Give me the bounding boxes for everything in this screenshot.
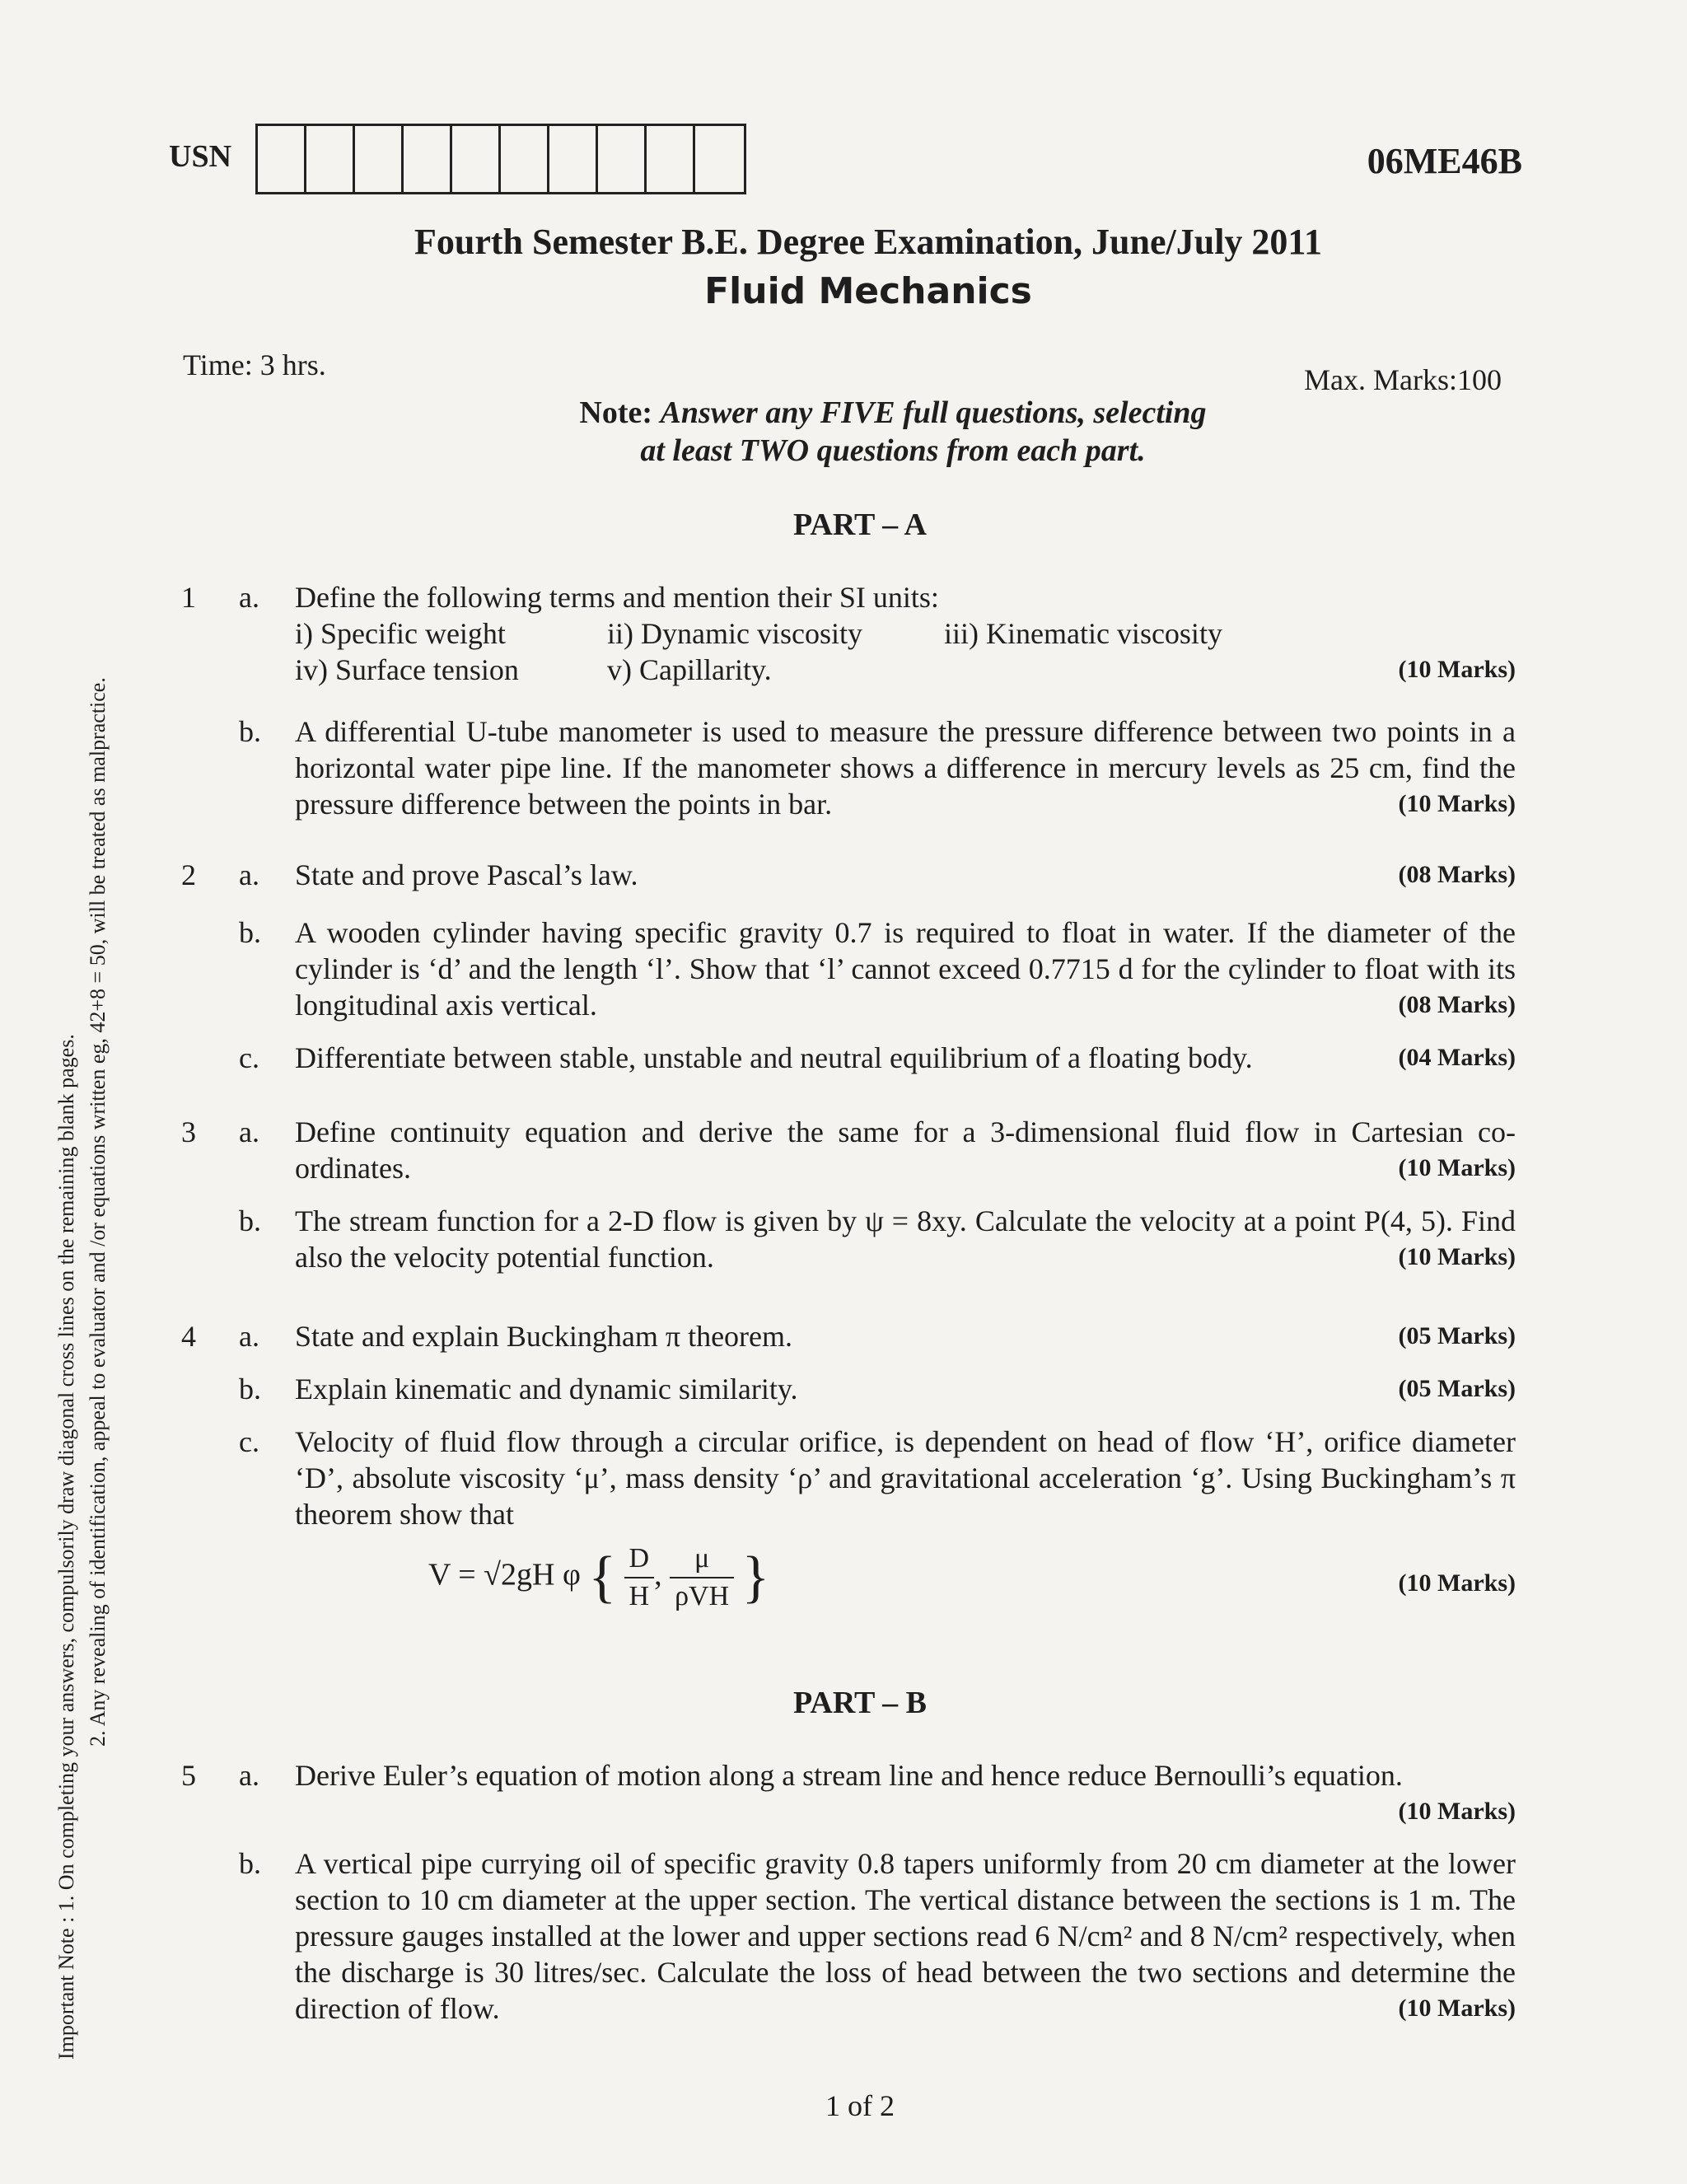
marks: (10 Marks) [1398,1154,1516,1181]
usn-boxes [255,124,746,194]
note-line-2: at least TWO questions from each part. [640,433,1146,468]
marks: (05 Marks) [1398,1375,1516,1402]
question-letter: b. [239,1847,261,1880]
side-important-note [51,527,114,2060]
question-text: The stream function for a 2-D flow is given by ψ = 8xy. Calculate the velocity at a point P(4, 5). Find also the velocity potential function. (10 Marks) [295,1204,1516,1274]
question-text: A differential U-tube manometer is used to measure the pressure difference between two points in a horizontal water pipe line. If the manometer shows a difference in mercury levels as 25 cm, find the pressure difference between the points in bar. (10 Marks) [295,715,1516,821]
marks: (10 Marks) [1398,1569,1516,1597]
usn-cell [598,126,647,192]
usn-cell [306,126,355,192]
marks: (08 Marks) [1398,861,1516,888]
brace-close: } [741,1546,770,1609]
question-number: 4 [181,1320,196,1353]
question-text: A wooden cylinder having specific gravity 0.7 is required to float in water. If the diameter of the cylinder is ‘d’ and the length ‘l’. Show that ‘l’ cannot exceed 0.7715 d for the cylinder to float with its longitudinal axis vertical. (08 Marks) [295,916,1516,1022]
question-text: Derive Euler’s equation of motion along a stream line and hence reduce Bernoulli’s equation. (10 Marks) [295,1757,1516,1793]
page-number: 1 of 2 [825,2089,895,2122]
term-list [295,615,1516,688]
question-4b [165,1371,1516,1407]
exam-instructions [0,394,1687,470]
side-note-line-1: Important Note : 1. On completing your answers, compulsorily draw diagonal cross lines on the remaining blank pages. [54,1034,78,2060]
question-2a [165,857,1516,893]
marks: (10 Marks) [1398,1243,1516,1270]
question-1a [165,579,1516,688]
usn-label: USN [169,139,232,174]
fraction-mu-over-rhovh: $\frac{\mu}{\text{ρVH}}$ [670,1541,734,1615]
term-item: v) Capillarity. [607,653,772,686]
question-text: Differentiate between stable, unstable and neutral equilibrium of a floating body. (04 Marks) [295,1041,1516,1074]
question-letter: b. [239,1373,261,1405]
marks: (08 Marks) [1398,991,1516,1018]
question-4a [165,1318,1516,1354]
marks: (04 Marks) [1398,1044,1516,1071]
question-text: Define continuity equation and derive the same for a 3-dimensional fluid flow in Cartesian co-ordinates. (10 Marks) [295,1115,1516,1185]
question-4c [165,1424,1516,1615]
question-text: A vertical pipe currying oil of specific gravity 0.8 tapers uniformly from 20 cm diameter at the lower section to 10 cm diameter at the upper section. The vertical distance between the sections is 1 m. The pressure gauges installed at the lower and upper sections read 6 N/cm² and 8 N/cm² respectively, when the discharge is 30 litres/sec. Calculate the loss of head between the two sections and determine the direction of flow. (10 Marks) [295,1847,1516,2025]
exam-time: Time: 3 hrs. [183,348,326,381]
question-5a [165,1757,1516,1830]
marks: (10 Marks) [1398,656,1516,683]
question-2b [165,914,1516,1023]
question-text: Velocity of fluid flow through a circular orifice, is dependent on head of flow ‘H’, orifice diameter ‘D’, absolute viscosity ‘μ’, mass density ‘ρ’ and gravitational acceleration ‘g’. Using Buckingham’s π theorem show that [295,1425,1516,1531]
marks: (10 Marks) [1398,1995,1516,2022]
question-letter: a. [239,581,259,614]
usn-cell [452,126,501,192]
formula: V = √2gH φ { $\frac{D}{H}$ , $\frac{\mu}{\text{ρVH}}$ } (10 Marks) [428,1541,1516,1615]
fraction-d-over-h: $\frac{D}{H}$ [624,1541,655,1615]
question-letter: b. [239,1204,261,1237]
usn-cell [647,126,695,192]
question-letter: a. [239,1115,259,1148]
question-letter: b. [239,715,261,748]
note-label: Note: [579,395,653,430]
usn-cell [355,126,404,192]
question-text: State and explain Buckingham π theorem. (05 Marks) [295,1320,1516,1353]
formula-lhs: V = √2gH φ [428,1557,581,1592]
question-1b [165,713,1516,822]
note-line-1: Answer any FIVE full questions, selecting [660,395,1207,430]
question-number: 2 [181,858,196,891]
term-item: iii) Kinematic viscosity [944,617,1222,650]
question-2c [165,1040,1516,1076]
part-b-heading: PART – B [793,1686,927,1720]
question-number: 5 [181,1759,196,1792]
question-letter: a. [239,1320,259,1353]
question-number: 1 [181,581,196,614]
question-5b [165,1845,1516,2027]
question-letter: c. [239,1425,259,1458]
term-item: i) Specific weight [295,617,506,650]
brace-open: { [588,1546,617,1609]
marks: (10 Marks) [1398,1798,1516,1825]
part-a-heading: PART – A [793,507,927,542]
side-note-line-2: 2. Any revealing of identification, appeal to evaluator and /or equations written eg, 42+8 = 50, will be treated as malpractice. [86,677,110,1747]
usn-cell [501,126,549,192]
question-text: Define the following terms and mention their SI units: [295,581,939,614]
question-letter: c. [239,1041,259,1074]
usn-cell [695,126,744,192]
term-item: iv) Surface tension [295,653,519,686]
term-item: ii) Dynamic viscosity [607,617,862,650]
question-letter: a. [239,1759,259,1792]
max-marks: Max. Marks:100 [1304,363,1502,396]
subject-title: Fluid Mechanics [704,270,1032,312]
marks: (05 Marks) [1398,1322,1516,1349]
usn-cell [258,126,306,192]
question-text: State and prove Pascal’s law. (08 Marks) [295,858,1516,891]
question-3b [165,1203,1516,1275]
subject-code: 06ME46B [1367,141,1522,181]
question-letter: a. [239,858,259,891]
exam-title: Fourth Semester B.E. Degree Examination, June/July 2011 [414,222,1323,262]
question-3a [165,1114,1516,1186]
usn-cell [404,126,452,192]
marks: (10 Marks) [1398,790,1516,817]
usn-cell [549,126,598,192]
question-text: Explain kinematic and dynamic similarity. (05 Marks) [295,1373,1516,1405]
question-letter: b. [239,916,261,949]
question-number: 3 [181,1115,196,1148]
